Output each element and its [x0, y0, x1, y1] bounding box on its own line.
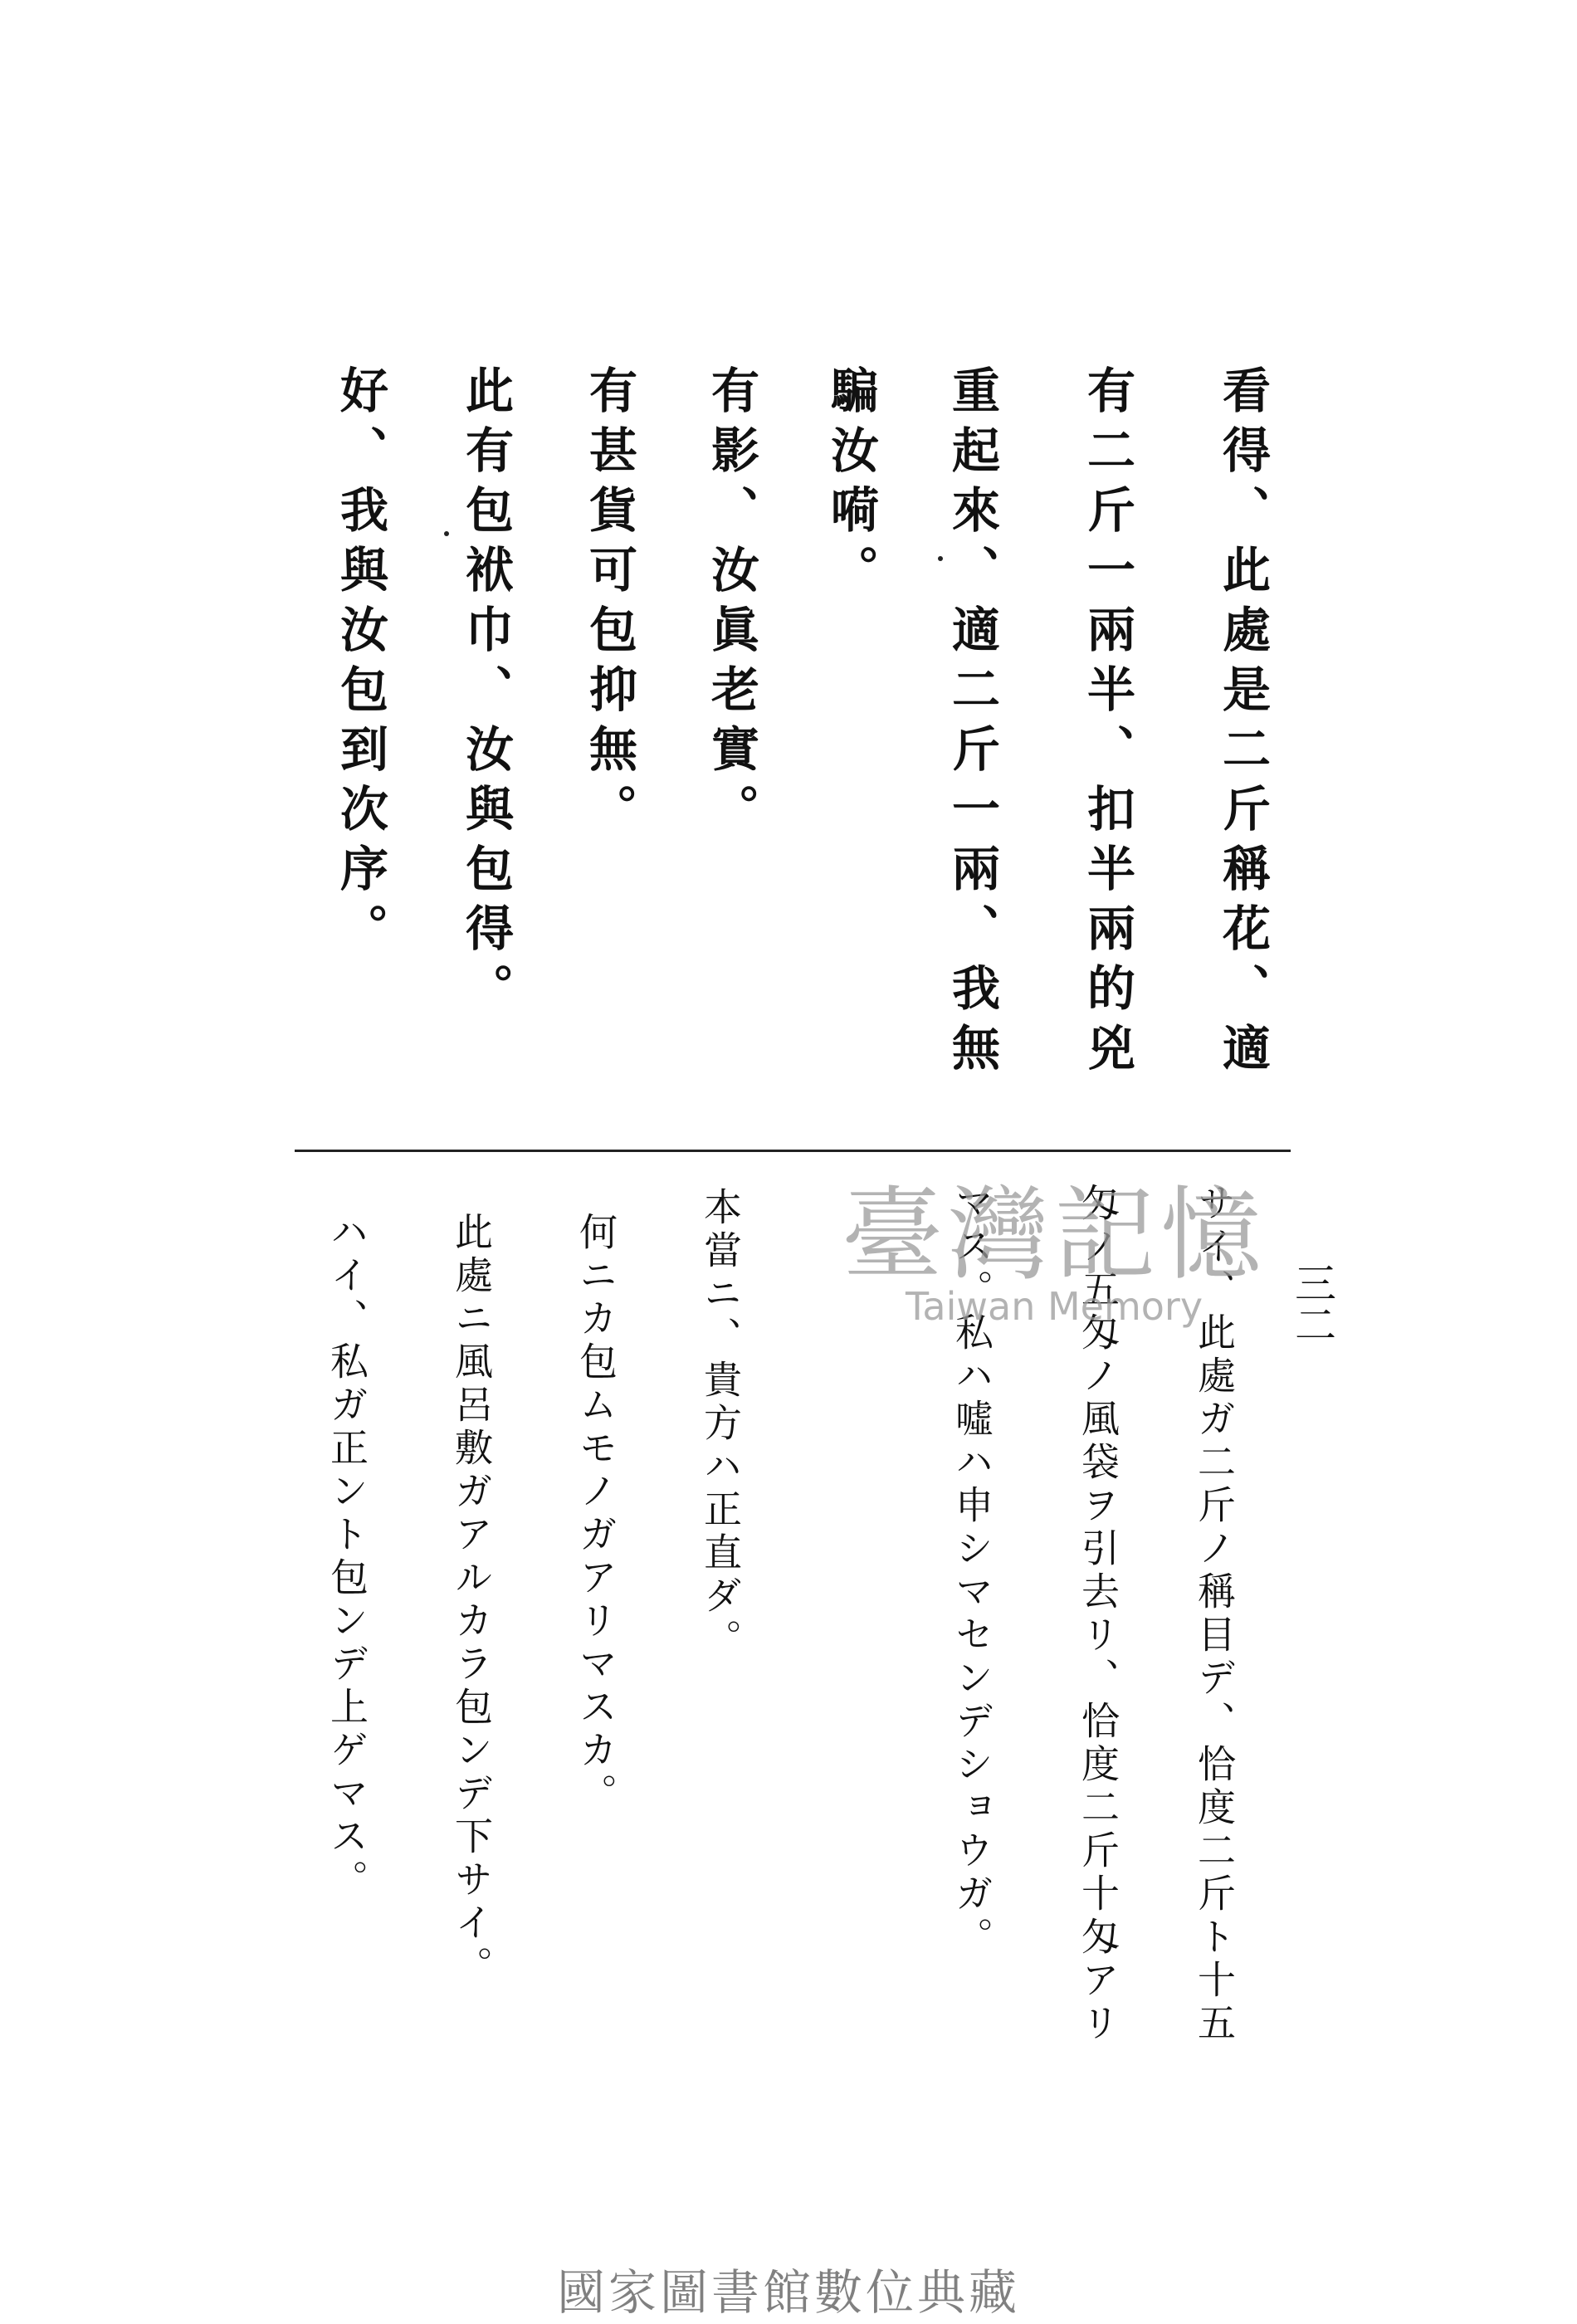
upper-column-6: 有甚貨可包抑無。 — [581, 365, 637, 843]
upper-column-2: 有二斤一兩半、扣半兩的兇 — [1079, 365, 1135, 1082]
upper-column-3: 重起來、適二斤一兩、我無 — [944, 365, 1000, 1082]
lower-column-1: サイ、此處ガ二斤ノ稱目デ、恰度二斤ト十五 — [1192, 1183, 1237, 2046]
upper-column-5: 有影、汝眞老實。 — [703, 365, 759, 843]
footer-caption: 國家圖書館數位典藏 — [556, 2264, 1020, 2321]
upper-column-7: 此有包袱巾、汝與包得。 — [457, 365, 514, 1023]
upper-column-1: 看得、此處是二斤稱花、適 — [1214, 365, 1271, 1082]
lower-column-5: 何ニカ包ムモノガアリマスカ。 — [574, 1212, 618, 1816]
page-number: 三二 — [1288, 1262, 1336, 1345]
watermark-subtitle: Taiwan Memory — [905, 1284, 1204, 1329]
watermark-title: 臺灣記憶 — [842, 1176, 1267, 1294]
upper-column-4: 騙汝嗬。 — [823, 365, 879, 604]
lower-column-6: 此處ニ風呂敷ガアルカラ包ンデ下サイ。 — [449, 1212, 494, 1989]
upper-column-8: 好、我與汝包到次序。 — [332, 365, 388, 963]
lower-column-3: マス。私ハ噓ハ申シマセンデショウガ。 — [950, 1183, 994, 1960]
section-divider — [295, 1150, 1291, 1152]
lower-column-2: 匁ノ五匁ノ風袋ヲ引去リ、恰度二斤十匁アリ — [1076, 1183, 1120, 2046]
lower-column-4: 本當ニ、貴方ハ正直ダ。 — [698, 1187, 743, 1662]
lower-column-7: ハイ、私ガ正ント包ンデ上ゲマス。 — [325, 1212, 369, 1902]
